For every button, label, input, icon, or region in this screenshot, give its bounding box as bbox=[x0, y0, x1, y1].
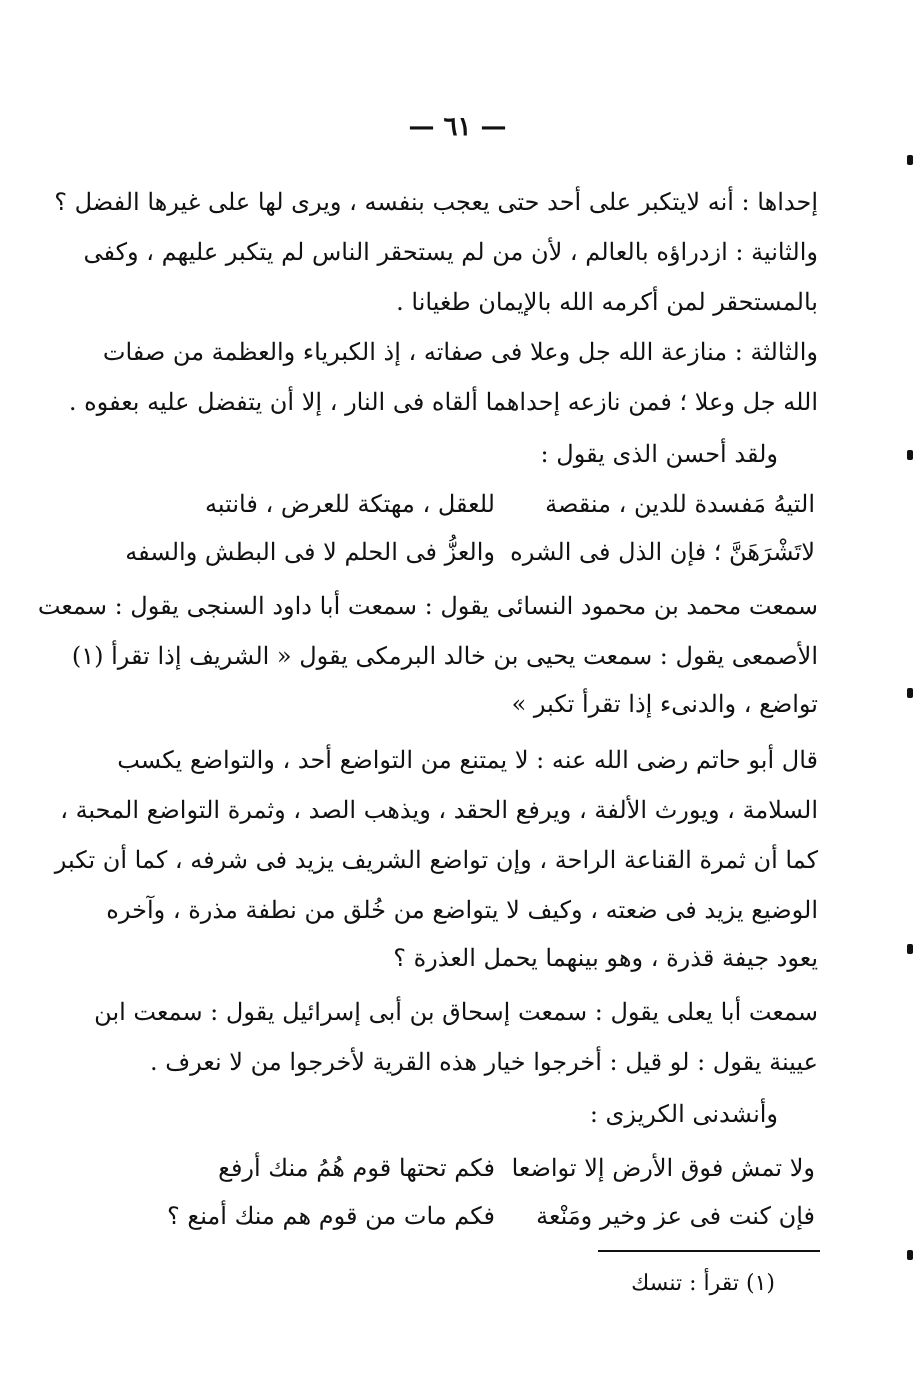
scan-mark bbox=[907, 688, 913, 698]
verse-hemistich: للعقل ، مهتكة للعرض ، فانتبه bbox=[205, 490, 495, 518]
paragraph-line: قال أبو حاتم رضى الله عنه : لا يمتنع من التواضع أحد ، والتواضع يكسب bbox=[117, 746, 818, 774]
verse-hemistich: ولا تمش فوق الأرض إلا تواضعا bbox=[511, 1154, 815, 1182]
verse-hemistich: فكم مات من قوم هم منك أمنع ؟ bbox=[167, 1202, 495, 1230]
paragraph-line: سمعت أبا يعلى يقول : سمعت إسحاق بن أبى إسرائيل يقول : سمعت ابن bbox=[94, 998, 818, 1026]
verse-hemistich: والعزُّ فى الحلم لا فى البطش والسفه bbox=[125, 538, 495, 566]
paragraph-line: السلامة ، ويورث الألفة ، ويرفع الحقد ، ويذهب الصد ، وثمرة التواضع المحبة ، bbox=[60, 796, 818, 824]
scan-mark bbox=[907, 155, 913, 165]
verse-hemistich: فإن كنت فى عز وخير ومَنْعة bbox=[536, 1202, 815, 1230]
paragraph-line: والثالثة : منازعة الله جل وعلا فى صفاته ، إذ الكبرياء والعظمة من صفات bbox=[102, 338, 818, 366]
footnote: (١) تقرأ : تنسك bbox=[631, 1271, 775, 1296]
paragraph-line: الأصمعى يقول : سمعت يحيى بن خالد البرمكى يقول « الشريف إذا تقرأ (١) bbox=[71, 642, 818, 670]
paragraph-line: تواضع ، والدنىء إذا تقرأ تكبر » bbox=[511, 690, 818, 718]
paragraph-line: يعود جيفة قذرة ، وهو بينهما يحمل العذرة ؟ bbox=[393, 944, 818, 972]
scan-mark bbox=[907, 1250, 913, 1260]
paragraph-line: عيينة يقول : لو قيل : أخرجوا خيار هذه القرية لأخرجوا من لا نعرف . bbox=[149, 1048, 818, 1076]
paragraph-line: وأنشدنى الكريزى : bbox=[589, 1100, 778, 1128]
footnote-divider bbox=[598, 1250, 820, 1252]
paragraph-line: ولقد أحسن الذى يقول : bbox=[540, 440, 778, 468]
paragraph-line: سمعت محمد بن محمود النسائى يقول : سمعت أبا داود السنجى يقول : سمعت bbox=[37, 592, 818, 620]
paragraph-line: والثانية : ازدراؤه بالعالم ، لأن من لم يستحقر الناس لم يتكبر عليهم ، وكفى bbox=[83, 238, 818, 266]
paragraph-line: الوضيع يزيد فى ضعته ، وكيف لا يتواضع من خُلق من نطفة مذرة ، وآخره bbox=[106, 896, 818, 924]
scan-mark bbox=[907, 450, 913, 460]
scan-mark bbox=[907, 944, 913, 954]
page-number: — ٦١ — bbox=[408, 112, 507, 142]
verse-hemistich: التيهُ مَفسدة للدين ، منقصة bbox=[545, 490, 815, 518]
verse-hemistich: فكم تحتها قوم هُمُ منك أرفع bbox=[218, 1154, 495, 1182]
verse-hemistich: لاتَشْرَهَنَّ ؛ فإن الذل فى الشره bbox=[510, 538, 815, 566]
paragraph-line: كما أن ثمرة القناعة الراحة ، وإن تواضع الشريف يزيد فى شرفه ، كما أن تكبر bbox=[54, 846, 818, 874]
paragraph-line: إحداها : أنه لايتكبر على أحد حتى يعجب بنفسه ، ويرى لها على غيرها الفضل ؟ bbox=[54, 188, 818, 216]
paragraph-line: بالمستحقر لمن أكرمه الله بالإيمان طغيانا . bbox=[396, 288, 818, 316]
paragraph-line: الله جل وعلا ؛ فمن نازعه إحداهما ألقاه فى النار ، إلا أن يتفضل عليه بعفوه . bbox=[68, 388, 818, 416]
